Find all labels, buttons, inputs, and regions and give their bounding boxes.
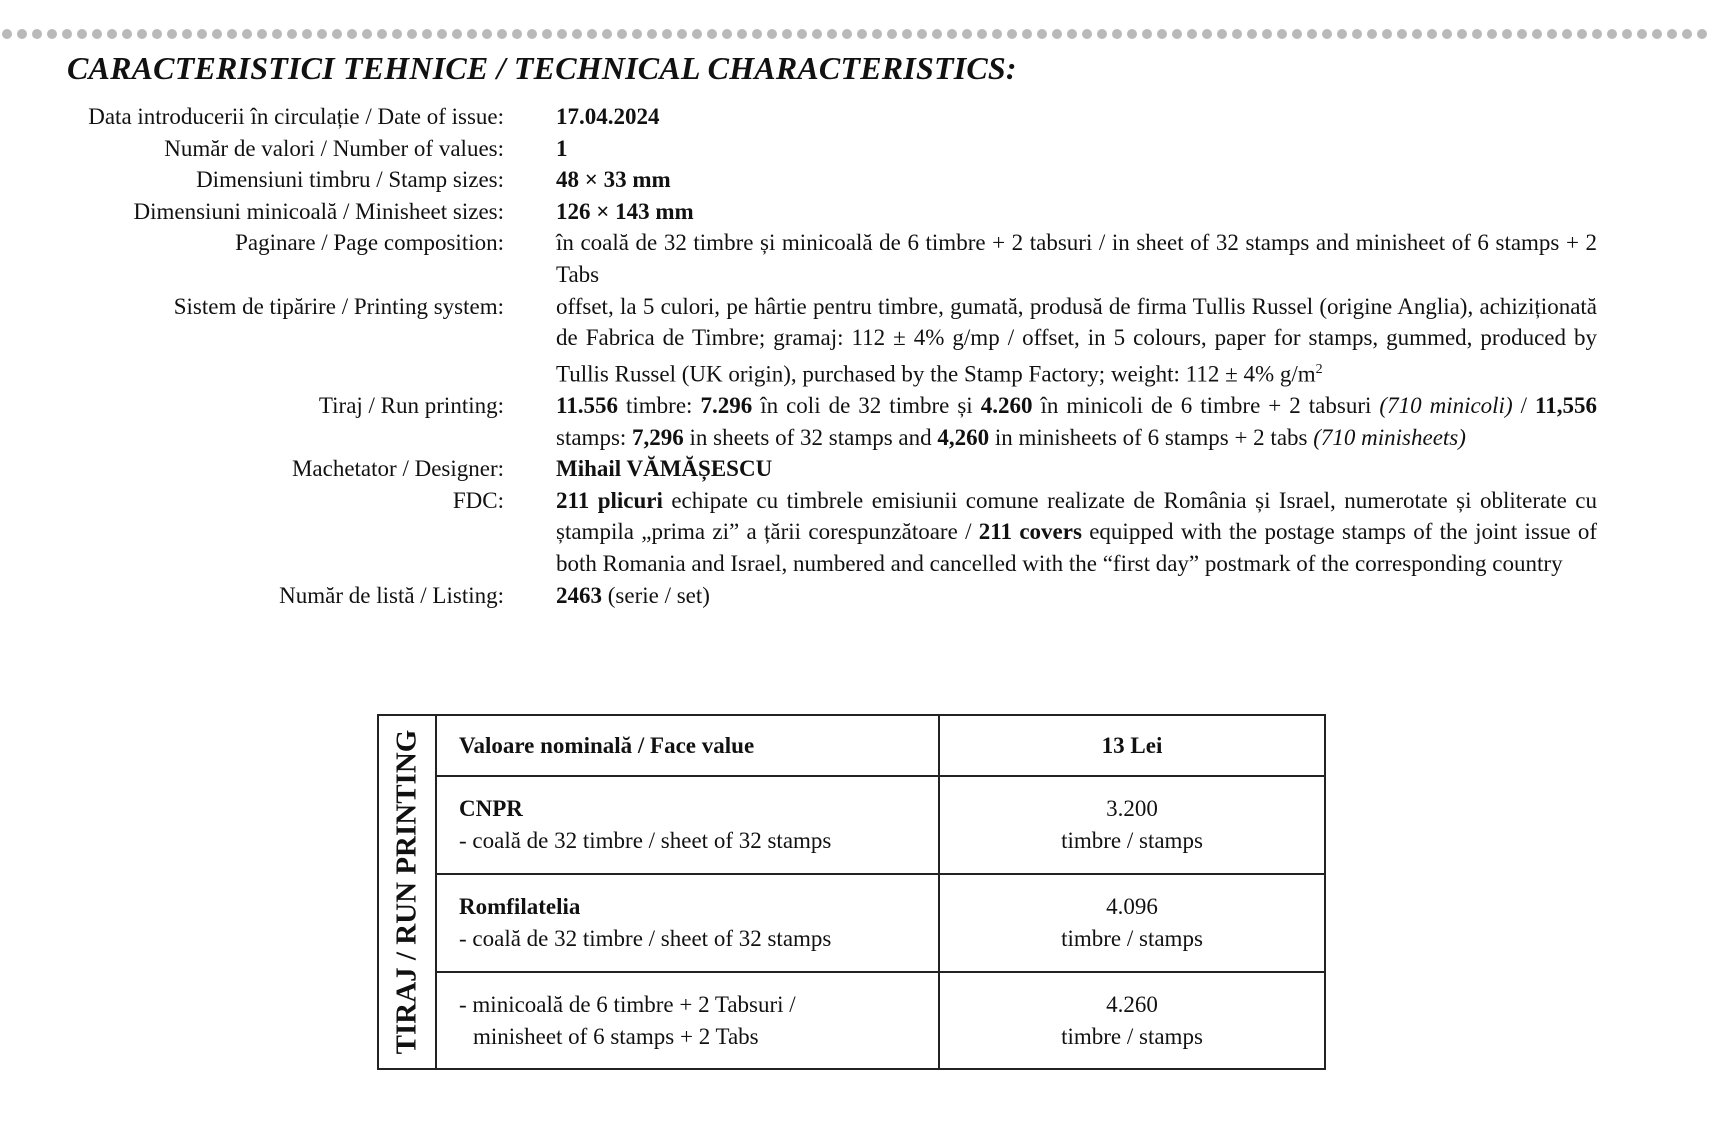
perforation-dot	[17, 29, 27, 39]
spec-label: Număr de valori / Number of values:	[164, 135, 504, 161]
spec-label: Machetator / Designer:	[291, 456, 504, 482]
perforation-dot	[302, 29, 312, 39]
perforation-dot	[257, 29, 267, 39]
perforation-dot	[1082, 29, 1092, 39]
run-total-en: 11,556	[1535, 393, 1598, 418]
perforation-dot	[1517, 29, 1527, 39]
perforation-dot	[1652, 29, 1662, 39]
run-sheets-ro: 7.296	[700, 393, 753, 418]
perforation-dot	[1322, 29, 1332, 39]
perforation-dot	[842, 29, 852, 39]
perforation-dot	[1397, 29, 1407, 39]
perforation-dot	[1577, 29, 1587, 39]
text-run: in minisheets of 6 stamps + 2 tabs	[989, 424, 1314, 450]
row-unit: timbre / stamps	[1061, 1023, 1203, 1049]
perforation-dot	[707, 29, 717, 39]
perforation-dot	[62, 29, 72, 39]
header-cell-value: 13 Lei	[1101, 732, 1163, 758]
perforation-dot	[1037, 29, 1047, 39]
row-unit: timbre / stamps	[1061, 926, 1203, 951]
spec-row-designer	[0, 453, 1714, 485]
perforation-dot	[227, 29, 237, 39]
table-cell	[437, 875, 940, 971]
table-grid	[437, 716, 1324, 1068]
perforation-dot	[1187, 29, 1197, 39]
table-row	[437, 973, 1324, 1068]
perforation-dot	[587, 29, 597, 39]
table-row	[437, 777, 1324, 875]
perforation-dot	[1412, 29, 1422, 39]
perforation-dot	[797, 29, 807, 39]
perforation-dot	[167, 29, 177, 39]
spec-row-number-of-values	[0, 133, 1714, 165]
table-row	[437, 875, 1324, 973]
spec-label: Paginare / Page composition:	[235, 230, 504, 256]
text-run: equipped with the postage stamps of the joint issue of both Romania and Israel, numbered and cancelled with the “first day” postmark of the corresponding country	[556, 519, 1598, 576]
perforation-dot	[992, 29, 1002, 39]
row-description: - coală de 32 timbre / sheet of 32 stamps	[459, 926, 832, 951]
run-sheets-en: 7,296	[632, 424, 684, 450]
spec-row-run-printing	[0, 390, 1714, 453]
perforation-dot	[422, 29, 432, 39]
run-printing-table	[377, 714, 1326, 1070]
perforation-dot	[1442, 29, 1452, 39]
spec-label: FDC:	[452, 487, 504, 513]
perforation-dot	[1217, 29, 1227, 39]
perforation-dot	[827, 29, 837, 39]
perforation-dot	[617, 29, 627, 39]
spec-value	[556, 390, 1597, 453]
run-minisheets-en: 4,260	[937, 424, 990, 450]
perforation-dot	[1682, 29, 1692, 39]
text-run: timbre:	[617, 393, 701, 418]
perforation-dot	[632, 29, 642, 39]
perforation-dot	[512, 29, 522, 39]
perforation-dot	[1547, 29, 1557, 39]
table-cell	[940, 777, 1324, 873]
text-run: în minicoli de 6 timbre + 2 tabsuri	[1032, 393, 1380, 418]
spec-value: în coală de 32 timbre și minicoală de 6 timbre + 2 tabsuri / in sheet of 32 stamps and minisheet of 6 stamps + 2 Tabs	[556, 230, 1597, 287]
perforation-dot	[812, 29, 822, 39]
perforation-dot	[212, 29, 222, 39]
perforation-dot	[92, 29, 102, 39]
perforation-dot	[887, 29, 897, 39]
superscript: 2	[1315, 361, 1323, 377]
perforation-dot	[752, 29, 762, 39]
perforation-dot	[1697, 29, 1707, 39]
row-count: 4.260	[1106, 991, 1158, 1017]
perforation-dot	[1337, 29, 1347, 39]
perforation-dot	[1457, 29, 1467, 39]
perforation-dot	[932, 29, 942, 39]
perforation-dot	[902, 29, 912, 39]
spec-value: 17.04.2024	[556, 104, 660, 129]
perforation-dot	[1622, 29, 1632, 39]
perforation-dot	[2, 29, 12, 39]
row-title: CNPR	[459, 796, 523, 822]
perforation-dot	[917, 29, 927, 39]
perforation-dot	[1232, 29, 1242, 39]
perforation-dot	[482, 29, 492, 39]
spec-row-printing-system	[0, 291, 1714, 390]
page-title: CARACTERISTICI TEHNICE / TECHNICAL CHARACTERISTICS:	[67, 50, 1017, 86]
perforation-dot	[287, 29, 297, 39]
perforation-dot	[377, 29, 387, 39]
perforation-dot	[1277, 29, 1287, 39]
spec-row-page-composition	[0, 227, 1714, 290]
perforation-dot	[1607, 29, 1617, 39]
spec-value: 126 × 143 mm	[556, 198, 694, 224]
text-run: (serie / set)	[602, 582, 710, 608]
perforation-dot	[32, 29, 42, 39]
perforation-dot	[47, 29, 57, 39]
perforation-dot	[1352, 29, 1362, 39]
row-count: 3.200	[1106, 796, 1158, 822]
perforation-dot	[722, 29, 732, 39]
perforation-dot	[737, 29, 747, 39]
perforation-dot	[857, 29, 867, 39]
perforation-dot	[1532, 29, 1542, 39]
fdc-count-ro: 211 plicuri	[556, 487, 663, 513]
spec-label: Dimensiuni minicoală / Minisheet sizes:	[133, 198, 504, 224]
row-description-line1: - minicoală de 6 timbre + 2 Tabsuri /	[459, 991, 796, 1017]
spec-label: Tiraj / Run printing:	[318, 393, 504, 418]
text-run: /	[1512, 393, 1536, 418]
spec-label: Data introducerii în circulație / Date of issue:	[88, 104, 504, 129]
row-title: Romfilatelia	[459, 894, 581, 920]
perforation-dot	[1382, 29, 1392, 39]
perforation-dot	[1592, 29, 1602, 39]
side-label-cell	[379, 716, 437, 1068]
table-cell	[940, 973, 1324, 1068]
spec-row-listing	[0, 580, 1714, 612]
perforation-dot	[407, 29, 417, 39]
perforation-dot	[1562, 29, 1572, 39]
perforation-dot	[977, 29, 987, 39]
perforation-dot	[1097, 29, 1107, 39]
perforation-dot	[152, 29, 162, 39]
perforation-dot	[947, 29, 957, 39]
table-cell	[437, 973, 940, 1068]
perforation-dot	[317, 29, 327, 39]
perforation-dot	[1022, 29, 1032, 39]
perforation-dot	[557, 29, 567, 39]
perforation-dot	[452, 29, 462, 39]
perforation-border	[0, 29, 1714, 41]
perforation-dot	[1262, 29, 1272, 39]
minisheet-count-en: (710 minisheets)	[1313, 424, 1466, 450]
perforation-dot	[692, 29, 702, 39]
perforation-dot	[1112, 29, 1122, 39]
perforation-dot	[677, 29, 687, 39]
listing-number: 2463	[556, 582, 602, 608]
perforation-dot	[392, 29, 402, 39]
perforation-dot	[1427, 29, 1437, 39]
run-total-ro: 11.556	[556, 393, 618, 418]
perforation-dot	[1157, 29, 1167, 39]
perforation-dot	[362, 29, 372, 39]
perforation-dot	[1637, 29, 1647, 39]
spec-label: Sistem de tipărire / Printing system:	[173, 293, 504, 319]
perforation-dot	[1052, 29, 1062, 39]
row-unit: timbre / stamps	[1061, 828, 1203, 853]
perforation-dot	[122, 29, 132, 39]
fdc-count-en: 211 covers	[978, 519, 1082, 545]
perforation-dot	[1127, 29, 1137, 39]
perforation-dot	[1007, 29, 1017, 39]
perforation-dot	[1307, 29, 1317, 39]
spec-value: 48 × 33 mm	[556, 167, 671, 193]
minisheet-count-ro: (710 minicoli)	[1379, 393, 1513, 418]
technical-specs	[0, 101, 1714, 611]
perforation-dot	[767, 29, 777, 39]
perforation-dot	[1067, 29, 1077, 39]
perforation-dot	[1472, 29, 1482, 39]
perforation-dot	[182, 29, 192, 39]
perforation-dot	[437, 29, 447, 39]
perforation-dot	[272, 29, 282, 39]
row-description: - coală de 32 timbre / sheet of 32 stamps	[459, 828, 832, 853]
perforation-dot	[77, 29, 87, 39]
perforation-dot	[602, 29, 612, 39]
perforation-dot	[572, 29, 582, 39]
perforation-dot	[782, 29, 792, 39]
perforation-dot	[1502, 29, 1512, 39]
spec-value: 1	[556, 135, 568, 161]
perforation-dot	[137, 29, 147, 39]
spec-label: Număr de listă / Listing:	[279, 582, 504, 608]
perforation-dot	[1142, 29, 1152, 39]
spec-value	[556, 580, 1597, 612]
perforation-dot	[347, 29, 357, 39]
perforation-dot	[542, 29, 552, 39]
printing-system-text: offset, la 5 culori, pe hârtie pentru timbre, gumată, produsă de firma Tullis Russel (origine Anglia), achiziționată de Fabrica de Timbre; gramaj: 112 ± 4% g/mp / offset, in 5 colours, paper for stamps, gummed, produced by Tullis Russel (UK origin), purchased by the Stamp Factory; weight: 112 ± 4% g/m	[556, 293, 1597, 387]
run-minisheets-ro: 4.260	[980, 393, 1033, 418]
spec-value	[556, 291, 1597, 390]
perforation-dot	[662, 29, 672, 39]
perforation-dot	[962, 29, 972, 39]
table-cell	[437, 777, 940, 873]
spec-row-stamp-sizes	[0, 164, 1714, 196]
spec-row-date	[0, 101, 1714, 133]
spec-row-minisheet-sizes	[0, 196, 1714, 228]
header-cell-face-value: Valoare nominală / Face value	[437, 716, 940, 775]
perforation-dot	[1667, 29, 1677, 39]
perforation-dot	[1202, 29, 1212, 39]
spec-value: Mihail VĂMĂȘESCU	[556, 456, 773, 482]
table-header-row	[437, 716, 1324, 777]
text-run: in sheets of 32 stamps and	[683, 424, 938, 450]
spec-label: Dimensiuni timbru / Stamp sizes:	[196, 167, 504, 193]
perforation-dot	[107, 29, 117, 39]
text-run: echipate cu timbrele emisiunii comune realizate de România și Israel, numerotate și obliterate cu ștampila „prima zi” a țării corespunzătoare /	[556, 487, 1597, 545]
spec-value	[556, 485, 1597, 580]
text-run: stamps:	[556, 424, 633, 450]
side-label: TIRAJ / RUN PRINTING	[390, 729, 423, 1055]
spec-row-fdc	[0, 485, 1714, 580]
text-run: în coli de 32 timbre și	[752, 393, 981, 418]
perforation-dot	[1367, 29, 1377, 39]
perforation-dot	[1487, 29, 1497, 39]
perforation-dot	[497, 29, 507, 39]
perforation-dot	[197, 29, 207, 39]
perforation-dot	[1247, 29, 1257, 39]
table-cell	[940, 875, 1324, 971]
perforation-dot	[242, 29, 252, 39]
perforation-dot	[1172, 29, 1182, 39]
perforation-dot	[1292, 29, 1302, 39]
perforation-dot	[332, 29, 342, 39]
perforation-dot	[527, 29, 537, 39]
perforation-dot	[872, 29, 882, 39]
perforation-dot	[467, 29, 477, 39]
row-description-line2: minisheet of 6 stamps + 2 Tabs	[473, 1023, 759, 1049]
perforation-dot	[647, 29, 657, 39]
row-count: 4.096	[1106, 894, 1158, 920]
